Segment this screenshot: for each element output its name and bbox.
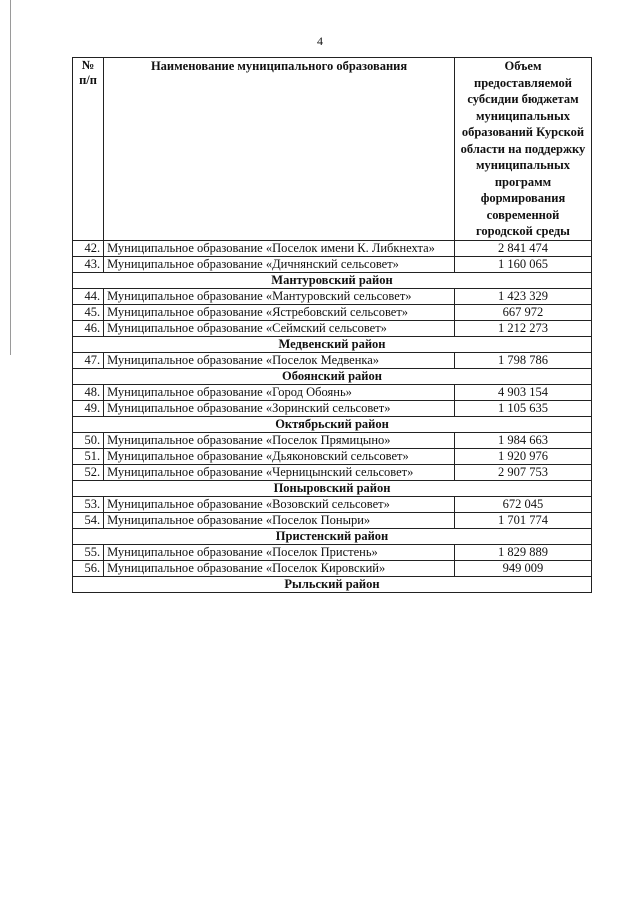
municipality-name: Муниципальное образование «Поселок имени К. Либкнехта» (104, 240, 455, 256)
row-number: 44. (73, 288, 104, 304)
district-row (73, 528, 592, 544)
municipality-name: Муниципальное образование «Поселок Пристень» (104, 544, 455, 560)
subsidy-amount: 1 829 889 (454, 544, 591, 560)
subsidy-amount: 2 841 474 (454, 240, 591, 256)
row-number: 55. (73, 544, 104, 560)
district-name: Поныровский район (73, 480, 592, 496)
municipality-name: Муниципальное образование «Поселок Медвенка» (104, 352, 455, 368)
subsidy-amount: 1 984 663 (454, 432, 591, 448)
table-row (73, 464, 592, 480)
header-amount: Объем предоставляемой субсидии бюджетам муниципальных образований Курской области на поддержку муниципальных программ формирования современной городской среды (454, 58, 591, 241)
district-row (73, 336, 592, 352)
district-row (73, 576, 592, 592)
row-number: 54. (73, 512, 104, 528)
district-name: Пристенский район (73, 528, 592, 544)
header-number: № п/п (73, 58, 104, 241)
subsidy-amount: 2 907 753 (454, 464, 591, 480)
row-number: 46. (73, 320, 104, 336)
municipality-name: Муниципальное образование «Поселок Кировский» (104, 560, 455, 576)
municipality-name: Муниципальное образование «Мантуровский сельсовет» (104, 288, 455, 304)
subsidy-amount: 1 105 635 (454, 400, 591, 416)
subsidy-table (72, 57, 592, 593)
district-row (73, 368, 592, 384)
district-name: Мантуровский район (73, 272, 592, 288)
table-row (73, 240, 592, 256)
subsidy-amount: 672 045 (454, 496, 591, 512)
table-row (73, 304, 592, 320)
subsidy-amount: 4 903 154 (454, 384, 591, 400)
district-row (73, 416, 592, 432)
municipality-name: Муниципальное образование «Возовский сельсовет» (104, 496, 455, 512)
subsidy-amount: 1 423 329 (454, 288, 591, 304)
subsidy-amount: 667 972 (454, 304, 591, 320)
table-row (73, 560, 592, 576)
municipality-name: Муниципальное образование «Сеймский сельсовет» (104, 320, 455, 336)
district-row (73, 272, 592, 288)
subsidy-amount: 1 920 976 (454, 448, 591, 464)
table-row (73, 288, 592, 304)
row-number: 47. (73, 352, 104, 368)
row-number: 56. (73, 560, 104, 576)
district-name: Рыльский район (73, 576, 592, 592)
municipality-name: Муниципальное образование «Ястребовский сельсовет» (104, 304, 455, 320)
table-body (73, 240, 592, 592)
row-number: 51. (73, 448, 104, 464)
table-row (73, 256, 592, 272)
table-row (73, 544, 592, 560)
municipality-name: Муниципальное образование «Поселок Прямицыно» (104, 432, 455, 448)
row-number: 42. (73, 240, 104, 256)
table-row (73, 448, 592, 464)
municipality-name: Муниципальное образование «Город Обоянь» (104, 384, 455, 400)
row-number: 43. (73, 256, 104, 272)
row-number: 50. (73, 432, 104, 448)
subsidy-amount: 1 160 065 (454, 256, 591, 272)
municipality-name: Муниципальное образование «Поселок Поныри» (104, 512, 455, 528)
municipality-name: Муниципальное образование «Зоринский сельсовет» (104, 400, 455, 416)
table-row (73, 432, 592, 448)
district-name: Обоянский район (73, 368, 592, 384)
subsidy-amount: 1 701 774 (454, 512, 591, 528)
row-number: 49. (73, 400, 104, 416)
page-number: 4 (317, 34, 323, 48)
table-header-row (73, 58, 592, 241)
scan-edge-line (10, 0, 11, 355)
municipality-name: Муниципальное образование «Черницынский сельсовет» (104, 464, 455, 480)
municipality-name: Муниципальное образование «Дичнянский сельсовет» (104, 256, 455, 272)
table-row (73, 400, 592, 416)
row-number: 45. (73, 304, 104, 320)
table-row (73, 384, 592, 400)
row-number: 48. (73, 384, 104, 400)
subsidy-amount: 1 212 273 (454, 320, 591, 336)
header-name: Наименование муниципального образования (104, 58, 455, 241)
subsidy-amount: 949 009 (454, 560, 591, 576)
municipality-name: Муниципальное образование «Дьяконовский сельсовет» (104, 448, 455, 464)
subsidy-amount: 1 798 786 (454, 352, 591, 368)
district-name: Октябрьский район (73, 416, 592, 432)
table-row (73, 320, 592, 336)
table-row (73, 512, 592, 528)
row-number: 52. (73, 464, 104, 480)
row-number: 53. (73, 496, 104, 512)
district-name: Медвенский район (73, 336, 592, 352)
table-row (73, 496, 592, 512)
district-row (73, 480, 592, 496)
table-row (73, 352, 592, 368)
